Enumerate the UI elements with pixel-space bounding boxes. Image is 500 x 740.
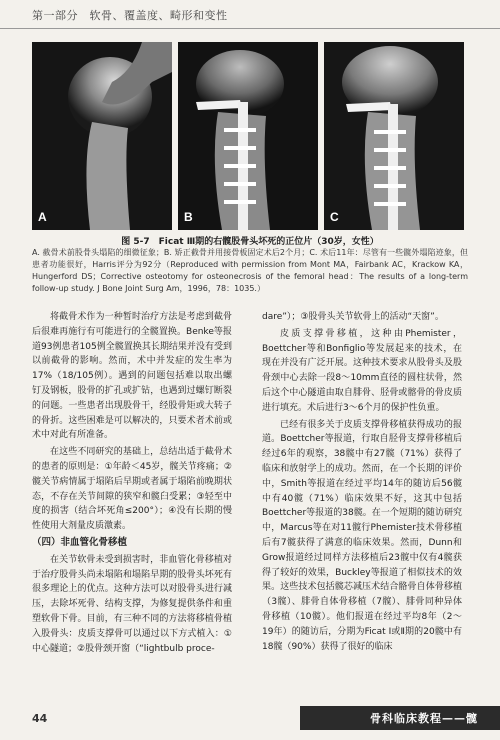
xray-image-a	[32, 42, 172, 230]
panel-label-a: A	[38, 210, 47, 224]
xray-panel-a	[32, 42, 172, 230]
xray-panel-b	[178, 42, 318, 230]
figure-caption-title: 图 5-7 Ficat Ⅲ期的右髋股骨头坏死的正位片（30岁，女性）	[121, 237, 379, 247]
xray-panel-c	[324, 42, 464, 230]
paragraph: 将截骨术作为一种暂时治疗方法是考虑到截骨后很难再施行有可能进行的全髋置换。Benke等报道93例患者105例全髋置换其长期结果并没有受到以前截骨的影响。然而，术中并发症的发生率为17%（18/105例）。遇到的问题包括难以取出螺钉及钢板，股骨的扩孔或扩钻，也遇到过螺钉断裂的问题。一些患者出现股骨干，经股骨矩或大转子的骨折。这些困难是可以解决的，只要术者术前或术中对此有所准备。	[32, 312, 232, 441]
paragraph: 在这些不同研究的基础上，总结出适于截骨术的患者的原则是：①年龄＜45岁，髋关节疼痛；②髋关节病情属于塌陷后早期或者属于塌陷前晚期状态，不存在关节间隙的狭窄和髋臼受累；③轻至中度的损害（结合坏死角≤200°）；④没有长期的慢性使用大剂量皮质激素。	[32, 447, 232, 532]
panel-label-b: B	[184, 210, 193, 224]
panel-label-c: C	[330, 210, 339, 224]
paragraph: 皮质支撑骨移植，这种由Phemister，Boettcher等和Bonfiglio等发展起来的技术，在现在并没有广泛开展。这种技术要求从股骨头及股骨颈中心去除一段8～10mm直径的圆柱状骨，然后这个中心隧道由取自腓骨、胫骨或髂骨的骨皮质进行填充。术后进行3～6个月的保护性负重。	[262, 328, 462, 413]
page-header	[0, 0, 500, 29]
page-number: 44	[32, 712, 48, 725]
paragraph: dare”）；③股骨头关节软骨上的活动“天窗”。	[262, 312, 444, 322]
figure-caption-body: A. 截骨术前股骨头塌陷的细微征象；B. 矫正截骨并用接骨板固定术后2个月；C. 术后11年：尽管有一些髋外塌陷迹象，但患者功能很好，Harris评分为92分（Reproduced with permission from Mont MA，Fairbank AC，Krackow KA，Hungerford DS；Corrective osteotomy for osteonecrosis of the femoral head：The results of a long-term follow-up study. J Bone Joint Surg Am，1996，78：1035.）	[32, 248, 468, 293]
right-column	[262, 310, 462, 656]
xray-image-c	[324, 42, 464, 230]
book-title: 骨科临床教程——髋	[370, 712, 478, 725]
paragraph: 已经有很多关于皮质支撑骨移植获得成功的报道。Boettcher等报道，行取自胫骨支撑骨移植后经过6年的观察，38髋中有27髋（71%）获得了临床和放射学上的成功。然而，在一个长期的评价中，Smith等报道在经过平均14年的随访后56髋中有40髋（71%）临床效果不好，这其中包括Boettcher等报道的38髋。在一个短期的随访研究中，Marcus等在对11髋行Phemister技术骨移植后有7髋获得了满意的临床效果。然而，Dunn和Grow报道经过同样方法移植后23髋中仅有4髋获得了较好的效果，Buckley等报道了相似技术的效果。这些技术包括髋芯减压术结合骼骨自体骨移植（3髋）、腓骨自体骨移植（7髋）、腓骨同种异体骨移植（10髋）。他们报道在经过平均8年（2～19年）的随访后，分期为Ficat Ⅰ或Ⅱ期的20髋中有18髋（90%）获得了很好的临床	[262, 419, 462, 652]
figure-5-7	[32, 42, 464, 230]
running-head: 第一部分 软骨、覆盖度、畸形和变性	[32, 9, 228, 22]
left-column	[32, 310, 232, 658]
paragraph: 在关节软骨未受到损害时，非血管化骨移植对于治疗股骨头尚未塌陷和塌陷早期的股骨头坏死有很多理论上的优点。这种方法可以对股骨头进行减压，去除坏死骨、结构支撑，为修复提供条件和重塑软骨下骨。目前，有三种不同的方法将移植骨植入股骨头：皮质支撑骨可以通过以下方式植入：①中心隧道；②股骨颈开窗（“lightbulb proce-	[32, 554, 232, 654]
footer-band	[300, 706, 500, 730]
section-heading: （四）非血管化骨移植	[32, 536, 128, 548]
xray-image-b	[178, 42, 318, 230]
